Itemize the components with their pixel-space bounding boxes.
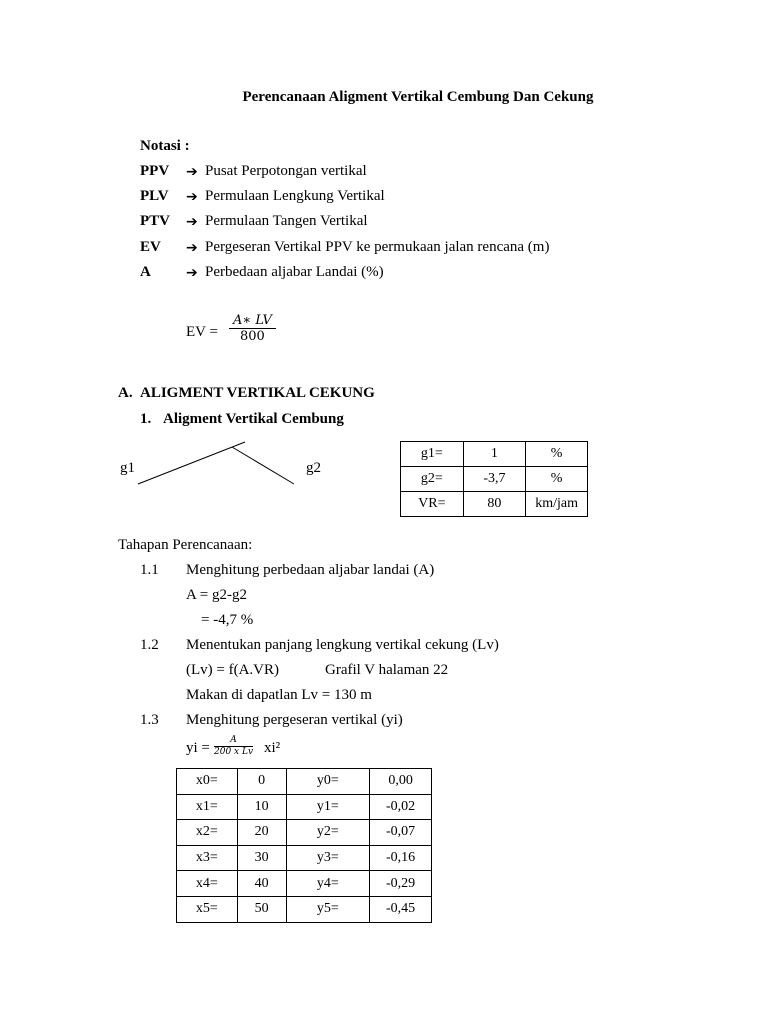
yi-numerator: A [214, 735, 253, 747]
step-line: (Lv) = f(A.VR) [186, 662, 280, 678]
section-label: A. [118, 385, 133, 401]
table-cell: g2= [401, 467, 464, 492]
step-text: Menghitung pergeseran vertikal (yi) [186, 712, 403, 728]
notation-desc: Pergeseran Vertikal PPV ke permukaan jalan rencana (m) [205, 239, 550, 255]
step-number: 1.2 [140, 637, 159, 653]
table-cell: 50 [237, 896, 286, 922]
table-cell: 80 [463, 492, 526, 517]
table-cell: % [526, 467, 588, 492]
yi-denominator: 200 x Lv [214, 747, 254, 757]
table-cell: x4= [177, 871, 238, 897]
table-cell: y1= [286, 794, 370, 820]
section-title: ALIGMENT VERTIKAL CEKUNG [140, 385, 375, 401]
vertical-curve-sketch [136, 436, 298, 488]
table-cell: x2= [177, 820, 238, 846]
table-row [177, 794, 432, 820]
step-text: Menentukan panjang lengkung vertikal cekung (Lv) [186, 637, 499, 653]
yi-formula-rhs: xi² [264, 740, 281, 756]
yi-table [176, 768, 432, 923]
table-cell: x1= [177, 794, 238, 820]
notation-term: PLV [140, 188, 169, 204]
table-cell: 10 [237, 794, 286, 820]
table-cell: km/jam [526, 492, 588, 517]
table-cell: -0,02 [370, 794, 432, 820]
ev-numerator: A∗ LV [229, 313, 276, 329]
ev-denominator: 800 [240, 329, 265, 344]
subsection-label: 1. [140, 411, 152, 427]
notation-term: PTV [140, 213, 170, 229]
step-line: A = g2-g2 [186, 587, 247, 603]
notation-heading: Notasi : [140, 138, 190, 154]
notation-term: EV [140, 239, 161, 255]
subsection-title: Aligment Vertikal Cembung [163, 411, 344, 427]
table-cell: g1= [401, 442, 464, 467]
notation-desc: Perbedaan aljabar Landai (%) [205, 264, 384, 280]
table-cell: 1 [463, 442, 526, 467]
tahapan-heading: Tahapan Perencanaan: [118, 537, 253, 553]
arrow-right-icon: ➔ [186, 240, 198, 256]
table-row [177, 871, 432, 897]
page-title: Perencanaan Aligment Vertikal Cembung Dan Cekung [242, 89, 594, 105]
ev-fraction [229, 313, 276, 344]
table-row [177, 820, 432, 846]
table-row [177, 845, 432, 871]
notation-term: A [140, 264, 151, 280]
table-cell: % [526, 442, 588, 467]
table-row [177, 896, 432, 922]
ev-formula-lhs: EV = [186, 324, 218, 340]
step-number: 1.3 [140, 712, 159, 728]
step-text: Menghitung perbedaan aljabar landai (A) [186, 562, 435, 578]
notation-desc: Permulaan Lengkung Vertikal [205, 188, 385, 204]
arrow-right-icon: ➔ [186, 189, 198, 205]
yi-fraction [214, 735, 253, 758]
table-row [401, 492, 588, 517]
table-cell: 30 [237, 845, 286, 871]
arrow-right-icon: ➔ [186, 164, 198, 180]
yi-formula-lhs: yi = [186, 740, 210, 756]
arrow-right-icon: ➔ [186, 214, 198, 230]
table-cell: x0= [177, 769, 238, 795]
grade-line-g2 [232, 447, 294, 484]
table-cell: -0,16 [370, 845, 432, 871]
table-cell: y0= [286, 769, 370, 795]
table-cell: y3= [286, 845, 370, 871]
sketch-label-g2: g2 [306, 460, 321, 476]
table-cell: x5= [177, 896, 238, 922]
step-line: = -4,7 % [201, 612, 254, 628]
table-cell: y5= [286, 896, 370, 922]
step-number: 1.1 [140, 562, 159, 578]
table-cell: y2= [286, 820, 370, 846]
notation-desc: Pusat Perpotongan vertikal [205, 163, 367, 179]
table-cell: -0,07 [370, 820, 432, 846]
notation-term: PPV [140, 163, 170, 179]
step-line: Makan di dapatlan Lv = 130 m [186, 687, 372, 703]
table-cell: 0 [237, 769, 286, 795]
notation-desc: Permulaan Tangen Vertikal [205, 213, 368, 229]
table-cell: -3,7 [463, 467, 526, 492]
table-row [401, 442, 588, 467]
table-row [177, 769, 432, 795]
table-cell: -0,45 [370, 896, 432, 922]
sketch-label-g1: g1 [120, 460, 135, 476]
table-cell: 0,00 [370, 769, 432, 795]
arrow-right-icon: ➔ [186, 265, 198, 281]
params-table [400, 441, 588, 517]
step-line: Grafil V halaman 22 [325, 662, 449, 678]
table-cell: 40 [237, 871, 286, 897]
table-cell: y4= [286, 871, 370, 897]
table-cell: VR= [401, 492, 464, 517]
table-cell: x3= [177, 845, 238, 871]
table-row [401, 467, 588, 492]
table-cell: -0,29 [370, 871, 432, 897]
table-cell: 20 [237, 820, 286, 846]
grade-line-g1 [138, 442, 245, 484]
